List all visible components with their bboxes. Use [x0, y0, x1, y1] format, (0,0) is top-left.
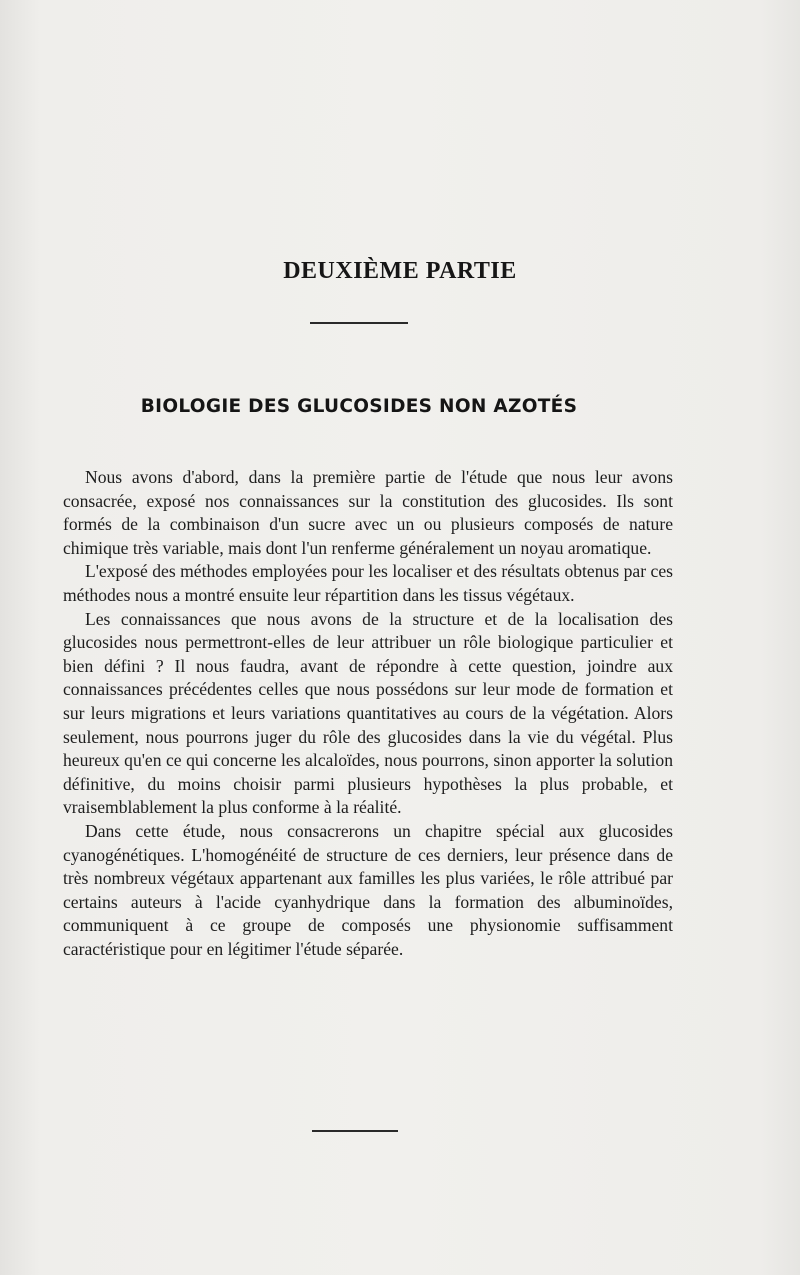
- body-text: [63, 466, 673, 961]
- end-rule: [312, 1130, 398, 1132]
- paragraph-3: Les connaissances que nous avons de la structure et de la localisation des glucosides nous permettront-elles de leur attribuer un rôle biologique particulier et bien défini ? Il nous faudra, avant de répondre à cette question, joindre aux connaissances précédentes celles que nous possédons sur leur mode de formation et sur leurs migrations et leurs variations quantitatives au cours de la végétation. Alors seulement, nous pourrons juger du rôle des glucosides dans la vie du végétal. Plus heureux qu'en ce qui concerne les alcaloïdes, nous pourrons, sinon apporter la solution définitive, du moins choisir parmi plusieurs hypothèses la plus probable, et vraisemblablement la plus conforme à la réalité.: [63, 608, 673, 818]
- part-title: DEUXIÈME PARTIE: [283, 258, 517, 284]
- section-title: BIOLOGIE DES GLUCOSIDES NON AZOTÉS: [140, 396, 578, 417]
- paragraph-2: L'exposé des méthodes employées pour les localiser et des résultats obtenus par ces méthodes nous a montré ensuite leur répartition dans les tissus végétaux.: [63, 561, 673, 605]
- paragraph-4: Dans cette étude, nous consacrerons un chapitre spécial aux glucosides cyanogénétiques. L'homogénéité de structure de ces derniers, leur présence dans de très nombreux végétaux appartenant aux familles les plus variées, le rôle attribué par certains auteurs à l'acide cyanhydrique dans la formation des albuminoïdes, communiquent à ce groupe de composés une physionomie suffisamment caractéristique pour en légitimer l'étude séparée.: [63, 820, 673, 959]
- title-rule: [310, 322, 408, 324]
- paragraph-1: Nous avons d'abord, dans la première partie de l'étude que nous leur avons consacrée, exposé nos connaissances sur la constitution des glucosides. Ils sont formés de la combinaison d'un sucre avec un ou plusieurs composés de nature chimique très variable, mais dont l'un renferme généralement un noyau aromatique.: [63, 467, 673, 558]
